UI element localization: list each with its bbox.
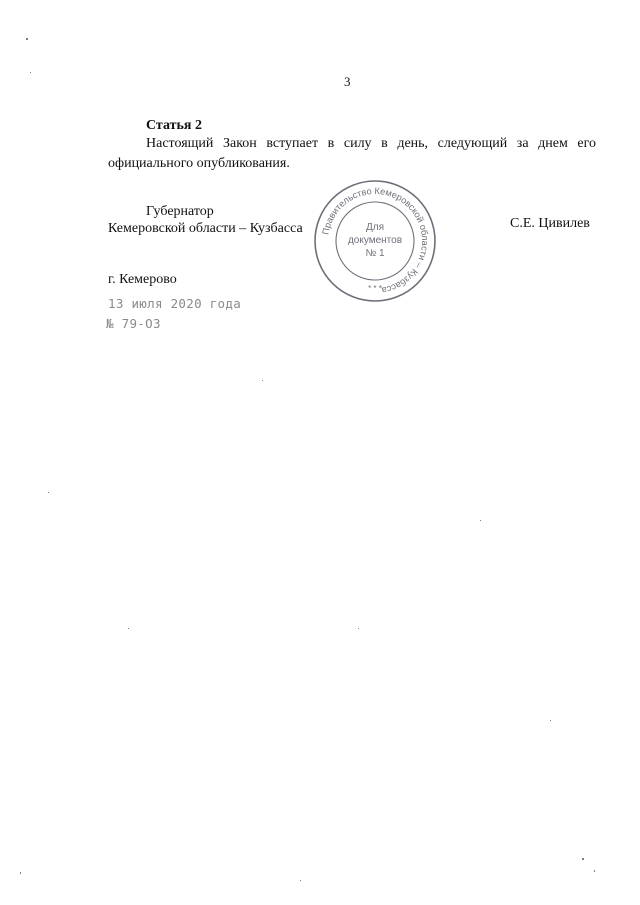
signature-name: С.Е. Цивилев [510, 216, 590, 231]
registration-number-stamp: № 79-ОЗ [106, 316, 161, 331]
seal-ring-text: Правительство Кемеровской области – Кузбасса [320, 185, 431, 296]
scan-speck [262, 380, 263, 381]
registration-date-stamp: 13 июля 2020 года [108, 296, 242, 311]
signature-title: Губернатор [146, 204, 214, 219]
scan-speck [550, 720, 551, 721]
seal-center-line3: № 1 [365, 248, 385, 259]
seal-stars: * * * [368, 284, 382, 293]
scan-speck [26, 38, 28, 40]
scan-speck [358, 628, 359, 629]
scan-speck [30, 72, 31, 73]
article-heading: Статья 2 [146, 118, 202, 133]
scan-speck [480, 520, 481, 521]
signature-organization: Кемеровской области – Кузбасса [108, 221, 303, 236]
place-of-signing: г. Кемерово [108, 272, 177, 287]
scan-speck [48, 492, 49, 493]
page-number: 3 [344, 74, 351, 89]
scan-speck [582, 858, 584, 860]
seal-center-line1: Для [365, 222, 385, 233]
official-seal [312, 178, 438, 304]
scan-speck [20, 872, 21, 874]
scan-speck [128, 628, 129, 629]
article-text: Настоящий Закон вступает в силу в день, следующий за днем его официального опубликования. [108, 136, 596, 171]
seal-center-line2: документов [347, 235, 403, 246]
scan-speck [594, 870, 595, 872]
scan-speck [300, 880, 301, 881]
